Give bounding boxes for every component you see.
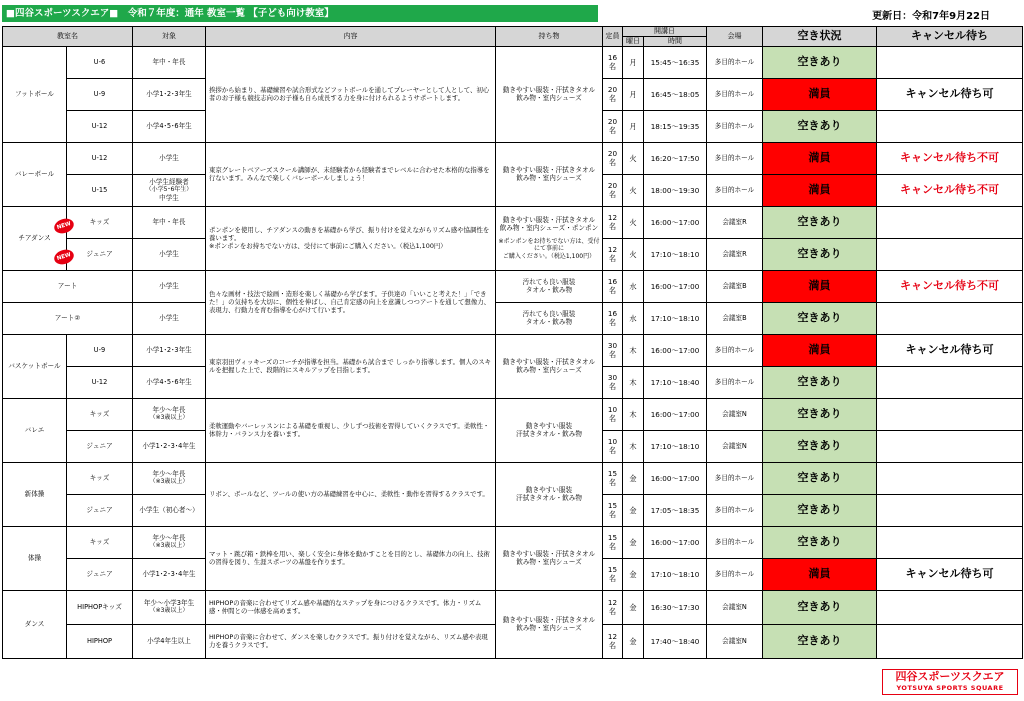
- target-note: （※3歳以上）: [149, 542, 189, 550]
- wait-status: [877, 624, 1023, 658]
- day: 金: [623, 558, 644, 590]
- status-badge: 空きあり: [763, 430, 877, 462]
- status-badge: 空きあり: [763, 590, 877, 624]
- day: 水: [623, 270, 644, 302]
- header-venue: 会場: [707, 27, 763, 47]
- sub-class: HIPHOPキッズ: [67, 590, 133, 624]
- table-row: [3, 590, 1023, 624]
- target-line: 年少～年長: [152, 534, 186, 543]
- status-badge: 空きあり: [763, 366, 877, 398]
- day: 金: [623, 590, 644, 624]
- time: 17:10～18:10: [644, 238, 707, 270]
- wait-status: キャンセル待ち可: [877, 334, 1023, 366]
- status-badge: 空きあり: [763, 624, 877, 658]
- items-rhythmic: 動きやすい服装 汗拭きタオル・飲み物: [496, 462, 603, 526]
- day: 月: [623, 46, 644, 78]
- content-gymnastics: マット・跳び箱・鉄棒を用い、楽しく安全に身体を動かすことを目的とし、基礎体力の向上、技術の習得を図り、生涯スポーツの基盤を作ります。: [206, 526, 496, 590]
- status-badge: 満員: [763, 270, 877, 302]
- group-football: フットボール: [3, 46, 67, 142]
- group-art2: アート②: [3, 302, 133, 334]
- venue: 多目的ホール: [707, 558, 763, 590]
- group-cheerdance: チアダンス: [3, 206, 67, 270]
- items-art2: 汚れても良い服装 タオル・飲み物: [496, 302, 603, 334]
- sub-class: ジュニア: [67, 430, 133, 462]
- wait-status: キャンセル待ち可: [877, 558, 1023, 590]
- time: 18:15～19:35: [644, 110, 707, 142]
- time: 18:00～19:30: [644, 174, 707, 206]
- status-badge: 満員: [763, 174, 877, 206]
- wait-status: [877, 110, 1023, 142]
- target: 小学1･2･3年生: [133, 334, 206, 366]
- table-row: [3, 302, 1023, 334]
- capacity: 20名: [603, 110, 623, 142]
- sub-class: U-9: [67, 334, 133, 366]
- venue: 多目的ホール: [707, 526, 763, 558]
- status-badge: 空きあり: [763, 398, 877, 430]
- header-capacity: 定員: [603, 27, 623, 47]
- table-row: [3, 46, 1023, 78]
- wait-status: キャンセル待ち可: [877, 78, 1023, 110]
- target: 小学1･2･3･4年生: [133, 430, 206, 462]
- wait-status: [877, 302, 1023, 334]
- time: 17:10～18:10: [644, 302, 707, 334]
- wait-status: [877, 526, 1023, 558]
- capacity: 12名: [603, 238, 623, 270]
- header-day: 曜日: [623, 36, 644, 46]
- capacity: 10名: [603, 430, 623, 462]
- venue: 多目的ホール: [707, 174, 763, 206]
- target: 小学4･5･6年生: [133, 366, 206, 398]
- venue: 多目的ホール: [707, 366, 763, 398]
- target: 年中・年長: [133, 46, 206, 78]
- content-art: 色々な画材・技法で絵画・造形を楽しく基礎から学びます。子供達の「いいこと考えた！」「できた！」の気持ちを大切に、個性を伸ばし、自己肯定感の向上を意識しつつアートを通して想像力、表現力、行動力を育む指導を心がけて行います。: [206, 270, 496, 334]
- capacity: 20名: [603, 78, 623, 110]
- wait-status: キャンセル待ち不可: [877, 270, 1023, 302]
- sub-class: U-6: [67, 46, 133, 78]
- target: [133, 398, 206, 430]
- time: 17:05～18:35: [644, 494, 707, 526]
- venue: 会議室R: [707, 238, 763, 270]
- items-ballet: 動きやすい服装 汗拭きタオル・飲み物: [496, 398, 603, 462]
- table-row: [3, 142, 1023, 174]
- target: 小学4年生以上: [133, 624, 206, 658]
- target-note: （※3歳以上）: [149, 478, 189, 486]
- status-badge: 空きあり: [763, 462, 877, 494]
- target: 小学生: [133, 270, 206, 302]
- target: 小学生: [133, 238, 206, 270]
- day: 木: [623, 366, 644, 398]
- day: 水: [623, 302, 644, 334]
- group-ballet: バレエ: [3, 398, 67, 462]
- group-volleyball: バレーボール: [3, 142, 67, 206]
- capacity: 15名: [603, 462, 623, 494]
- group-dance: ダンス: [3, 590, 67, 658]
- status-badge: 空きあり: [763, 494, 877, 526]
- time: 15:45～16:35: [644, 46, 707, 78]
- wait-status: キャンセル待ち不可: [877, 142, 1023, 174]
- target: 小学生（初心者～）: [133, 494, 206, 526]
- capacity: 10名: [603, 398, 623, 430]
- yotsuya-logo: [882, 669, 1018, 695]
- content-rhythmic: リボン、ボールなど、ツールの使い方の基礎練習を中心に、柔軟性・動作を習得するクラスです。: [206, 462, 496, 526]
- day: 火: [623, 174, 644, 206]
- wait-status: [877, 46, 1023, 78]
- content-cheerdance: ポンポンを使用し、チアダンスの動きを基礎から学び、振り付けを覚えながらリズム感や協調性を養います。 ※ポンポンをお持ちでない方は、受付にて事前にご購入ください。（税込1,100円）: [206, 206, 496, 270]
- page-title-banner: ■四谷スポーツスクエア■ 令和７年度：通年 教室一覧 【子ども向け教室】: [2, 5, 598, 22]
- capacity: 20名: [603, 174, 623, 206]
- items-dance: 動きやすい服装・汗拭きタオル 飲み物・室内シューズ: [496, 590, 603, 658]
- status-badge: 満員: [763, 334, 877, 366]
- target-note: （※3歳以上）: [149, 414, 189, 422]
- target-line: 年少～年長: [152, 470, 186, 479]
- status-badge: 空きあり: [763, 238, 877, 270]
- venue: 多目的ホール: [707, 142, 763, 174]
- capacity: 15名: [603, 526, 623, 558]
- content-football: 挨拶から始まり、基礎練習や試合形式などフットボールを通してプレーヤーとして人として、初心者のお子様も競技志向のお子様も自ら成長する力を身に付けられるようサポートします。: [206, 46, 496, 142]
- wait-status: [877, 590, 1023, 624]
- sub-class: ジュニア: [67, 238, 133, 270]
- venue: 会議室N: [707, 590, 763, 624]
- venue: 会議室B: [707, 270, 763, 302]
- time: 17:10～18:10: [644, 558, 707, 590]
- capacity: 15名: [603, 558, 623, 590]
- capacity: 16名: [603, 46, 623, 78]
- venue: 多目的ホール: [707, 462, 763, 494]
- target: [133, 526, 206, 558]
- target: [133, 174, 206, 206]
- header-wait: キャンセル待ち: [877, 27, 1023, 47]
- header-schedule: 開講日: [623, 27, 707, 37]
- status-badge: 空きあり: [763, 46, 877, 78]
- sub-class: キッズ: [67, 462, 133, 494]
- header-time: 時間: [644, 36, 707, 46]
- sub-class: キッズ: [67, 398, 133, 430]
- venue: 会議室N: [707, 624, 763, 658]
- logo-text-en: YOTSUYA SPORTS SQUARE: [896, 684, 1004, 692]
- status-badge: 空きあり: [763, 206, 877, 238]
- new-badge-icon: NEW: [52, 216, 75, 235]
- items-basketball: 動きやすい服装・汗拭きタオル 飲み物・室内シューズ: [496, 334, 603, 398]
- venue: 会議室N: [707, 398, 763, 430]
- venue: 多目的ホール: [707, 46, 763, 78]
- sub-class: U-9: [67, 78, 133, 110]
- day: 月: [623, 78, 644, 110]
- new-badge-icon: NEW: [52, 247, 75, 266]
- venue: 多目的ホール: [707, 110, 763, 142]
- target: [133, 462, 206, 494]
- status-badge: 空きあり: [763, 526, 877, 558]
- time: 16:00～17:00: [644, 206, 707, 238]
- wait-status: [877, 462, 1023, 494]
- table-row: [3, 206, 1023, 238]
- target-line: 中学生: [159, 193, 179, 202]
- status-badge: 空きあり: [763, 110, 877, 142]
- target: 年中・年長: [133, 206, 206, 238]
- header-target: 対象: [133, 27, 206, 47]
- capacity: 30名: [603, 334, 623, 366]
- status-badge: 満員: [763, 78, 877, 110]
- venue: 多目的ホール: [707, 494, 763, 526]
- day: 金: [623, 462, 644, 494]
- class-schedule-table: [2, 26, 1023, 659]
- capacity: 12名: [603, 590, 623, 624]
- capacity: 12名: [603, 624, 623, 658]
- venue: 会議室R: [707, 206, 763, 238]
- time: 16:00～17:00: [644, 270, 707, 302]
- header-status: 空き状況: [763, 27, 877, 47]
- header-items: 持ち物: [496, 27, 603, 47]
- time: 16:20～17:50: [644, 142, 707, 174]
- wait-status: キャンセル待ち不可: [877, 174, 1023, 206]
- target: 小学生: [133, 302, 206, 334]
- day: 木: [623, 398, 644, 430]
- day: 金: [623, 624, 644, 658]
- status-badge: 満員: [763, 142, 877, 174]
- sub-class: ジュニア: [67, 494, 133, 526]
- day: 木: [623, 430, 644, 462]
- wait-status: [877, 238, 1023, 270]
- target-note: （※3歳以上）: [149, 607, 189, 615]
- items-cheerdance: [496, 206, 603, 270]
- items-volleyball: 動きやすい服装・汗拭きタオル 飲み物・室内シューズ: [496, 142, 603, 206]
- group-rhythmic: 新体操: [3, 462, 67, 526]
- target-note: （小学5･6年生）: [145, 186, 193, 194]
- items-art: 汚れても良い服装 タオル・飲み物: [496, 270, 603, 302]
- target: [133, 590, 206, 624]
- items-gymnastics: 動きやすい服装・汗拭きタオル 飲み物・室内シューズ: [496, 526, 603, 590]
- sub-class: U-12: [67, 142, 133, 174]
- table-row: [3, 270, 1023, 302]
- venue: 多目的ホール: [707, 334, 763, 366]
- wait-status: [877, 206, 1023, 238]
- wait-status: [877, 398, 1023, 430]
- status-badge: 空きあり: [763, 302, 877, 334]
- items-note: ※ポンポンをお持ちでない方は、受付にて事前に ご購入ください。（税込1,100円）: [498, 237, 600, 260]
- wait-status: [877, 430, 1023, 462]
- sub-class: U-12: [67, 366, 133, 398]
- day: 月: [623, 110, 644, 142]
- capacity: 12名: [603, 206, 623, 238]
- wait-status: [877, 494, 1023, 526]
- target-line: 小学生経験者: [149, 178, 189, 187]
- target: 小学4･5･6年生: [133, 110, 206, 142]
- venue: 会議室B: [707, 302, 763, 334]
- time: 17:10～18:40: [644, 366, 707, 398]
- sub-class: ジュニア: [67, 558, 133, 590]
- day: 金: [623, 494, 644, 526]
- day: 金: [623, 526, 644, 558]
- content-dance-kids: HIPHOPの音楽に合わせてリズム感や基礎的なステップを身につけるクラスです。体力・リズム感・仲間との一体感を高めます。: [206, 590, 496, 624]
- time: 16:45～18:05: [644, 78, 707, 110]
- time: 16:00～17:00: [644, 462, 707, 494]
- updated-date: 更新日：令和7年9月22日: [872, 11, 990, 22]
- items-football: 動きやすい服装・汗拭きタオル 飲み物・室内シューズ: [496, 46, 603, 142]
- capacity: 30名: [603, 366, 623, 398]
- day: 火: [623, 238, 644, 270]
- header-class: 教室名: [3, 27, 133, 47]
- target: 小学生: [133, 142, 206, 174]
- status-badge: 満員: [763, 558, 877, 590]
- venue: 会議室N: [707, 430, 763, 462]
- capacity: 16名: [603, 302, 623, 334]
- content-volleyball: 東京グレートベアーズスクール講師が、未経験者から経験者までレベルに合わせた本格的な指導を行ないます。みんなで楽しくバレーボールしましょう！: [206, 142, 496, 206]
- table-row: [3, 334, 1023, 366]
- venue: 多目的ホール: [707, 78, 763, 110]
- sub-class: U-12: [67, 110, 133, 142]
- day: 火: [623, 206, 644, 238]
- day: 火: [623, 142, 644, 174]
- group-art: アート: [3, 270, 133, 302]
- capacity: 16名: [603, 270, 623, 302]
- content-dance-hiphop: HIPHOPの音楽に合わせて、ダンスを楽しむクラスです。振り付けを覚えながら、リズム感や表現力を養うクラスです。: [206, 624, 496, 658]
- target-line: 年少～小学3年生: [143, 599, 195, 608]
- table-row: [3, 526, 1023, 558]
- sub-class: キッズ: [67, 206, 133, 238]
- capacity: 20名: [603, 142, 623, 174]
- target: 小学1･2･3･4年生: [133, 558, 206, 590]
- logo-text-jp: 四谷スポーツスクエア: [895, 670, 1005, 683]
- wait-status: [877, 366, 1023, 398]
- day: 木: [623, 334, 644, 366]
- header-content: 内容: [206, 27, 496, 47]
- target: 小学1･2･3年生: [133, 78, 206, 110]
- group-gymnastics: 体操: [3, 526, 67, 590]
- table-row: [3, 462, 1023, 494]
- capacity: 15名: [603, 494, 623, 526]
- sub-class: U-15: [67, 174, 133, 206]
- time: 16:00～17:00: [644, 526, 707, 558]
- sub-class: キッズ: [67, 526, 133, 558]
- time: 16:00～17:00: [644, 398, 707, 430]
- items-main: 動きやすい服装・汗拭きタオル 飲み物・室内シューズ・ポンポン: [499, 215, 599, 232]
- time: 17:40～18:40: [644, 624, 707, 658]
- sub-class: HIPHOP: [67, 624, 133, 658]
- content-basketball: 東京羽田ヴィッキーズのコーチが指導を担当。基礎から試合まで しっかり指導します。個人のスキルを把握した上で、段階的にスキルアップを目指します。: [206, 334, 496, 398]
- group-basketball: バスケットボール: [3, 334, 67, 398]
- table-row: [3, 398, 1023, 430]
- time: 16:30～17:30: [644, 590, 707, 624]
- content-ballet: 柔軟運動やバーレッスンによる基礎を重視し、少しずつ技術を習得していくクラスです。柔軟性・体幹力・バランス力を養います。: [206, 398, 496, 462]
- target-line: 年少～年長: [152, 406, 186, 415]
- time: 16:00～17:00: [644, 334, 707, 366]
- time: 17:10～18:10: [644, 430, 707, 462]
